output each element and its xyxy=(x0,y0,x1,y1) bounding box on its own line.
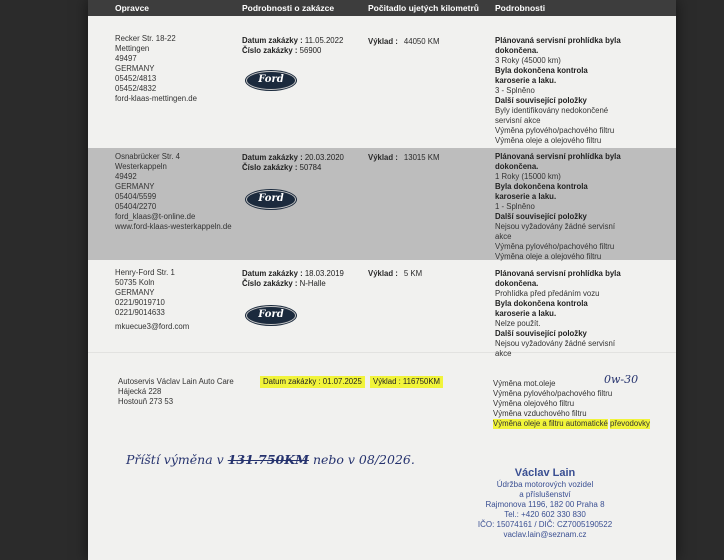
stamp-line: a příslušenství xyxy=(519,490,571,499)
odometer-reading xyxy=(368,37,439,46)
order-date: 11.05.2022 xyxy=(304,36,344,45)
highlighted-detail-line: převodovky xyxy=(610,419,650,428)
address-line: 49492 xyxy=(115,172,137,181)
detail-line: Plánovaná servisní prohlídka byla xyxy=(495,269,621,278)
detail-line: 3 - Splněno xyxy=(495,86,535,95)
detail-line: dokončena. xyxy=(495,162,539,171)
address-line: 0221/9019710 xyxy=(115,298,165,307)
detail-line: dokončena. xyxy=(495,46,539,55)
stamp-line: vaclav.lain@seznam.cz xyxy=(503,530,587,539)
reading-label: Výklad : xyxy=(368,37,398,46)
header-km: Počitadlo ujetých kilometrů xyxy=(368,3,479,13)
detail-line: Byla dokončena kontrola xyxy=(495,182,588,191)
header-details: Podrobnosti xyxy=(495,3,546,13)
address-line: ford-klaas-mettingen.de xyxy=(115,94,197,103)
detail-line: karoserie a laku. xyxy=(495,309,557,318)
latest-service-record xyxy=(88,374,676,434)
detail-line: Byly identifikovány nedokončené xyxy=(495,106,609,115)
order-info xyxy=(242,36,343,56)
header-service: Opravce xyxy=(115,3,150,13)
address-line: Hájecká 228 xyxy=(118,387,162,396)
reading-value: 5 KM xyxy=(403,269,423,278)
address-line: 05404/2270 xyxy=(115,202,157,211)
stamp-line: Údržba motorových vozidel xyxy=(496,480,594,489)
detail-line: 3 Roky (45000 km) xyxy=(495,56,561,65)
detail-line: karoserie a laku. xyxy=(495,192,557,201)
service-details xyxy=(495,152,663,262)
detail-line: Výměna pylového/pachového filtru xyxy=(495,242,615,251)
service-details xyxy=(495,269,663,359)
detail-line: Výměna vzduchového filtru xyxy=(493,409,587,418)
address-line: Autoservis Václav Lain Auto Care xyxy=(118,377,234,386)
order-date-label: Datum zakázky : xyxy=(242,269,303,278)
order-number: 50784 xyxy=(299,163,322,172)
service-record-sheet xyxy=(88,0,676,560)
table-header xyxy=(88,0,676,16)
workshop-stamp xyxy=(470,466,620,540)
order-date: 20.03.2020 xyxy=(304,153,344,162)
address-line: GERMANY xyxy=(115,64,155,73)
order-number-label: Číslo zakázky : xyxy=(242,46,298,55)
service-address xyxy=(118,377,234,407)
stamp-name: Václav Lain xyxy=(514,467,576,479)
detail-line: akce xyxy=(495,232,512,241)
address-line: 05404/5599 xyxy=(115,192,157,201)
odometer-reading xyxy=(368,269,422,278)
stamp-line: Tel.: +420 602 330 830 xyxy=(504,510,586,519)
service-address xyxy=(115,34,197,104)
order-number: N-Halle xyxy=(299,279,326,288)
address-line: GERMANY xyxy=(115,288,155,297)
service-details xyxy=(495,36,663,146)
detail-line: Výměna pylového/pachového filtru xyxy=(495,126,615,135)
detail-line: servisní akce xyxy=(495,116,541,125)
detail-line: Plánovaná servisní prohlídka byla xyxy=(495,152,621,161)
order-info xyxy=(242,153,344,173)
detail-line: Výměna oleje a olejového filtru xyxy=(495,136,602,145)
order-date: 18.03.2019 xyxy=(304,269,344,278)
detail-line: Výměna pylového/pachového filtru xyxy=(493,389,613,398)
address-line: Henry-Ford Str. 1 xyxy=(115,268,175,277)
ford-logo: Ford xyxy=(246,306,296,325)
service-record xyxy=(88,148,676,260)
order-number-label: Číslo zakázky : xyxy=(242,163,298,172)
detail-line: Byla dokončena kontrola xyxy=(495,299,588,308)
handwritten-next-service-note xyxy=(126,452,415,467)
oil-change-line: Výměna mot.oleje xyxy=(493,379,556,388)
detail-line: karoserie a laku. xyxy=(495,76,557,85)
detail-line: Nejsou vyžadovány žádné servisní xyxy=(495,222,616,231)
address-line: Osnabrücker Str. 4 xyxy=(115,152,181,161)
reading-value: 13015 KM xyxy=(403,153,440,162)
detail-line: akce xyxy=(495,349,512,358)
reading-label: Výklad : xyxy=(368,269,398,278)
address-line: Hostouň 273 53 xyxy=(118,397,174,406)
detail-line: Další související položky xyxy=(495,212,587,221)
ford-logo: Ford xyxy=(246,71,296,90)
detail-line: Plánovaná servisní prohlídka byla xyxy=(495,36,621,45)
detail-line: Nelze použít. xyxy=(495,319,541,328)
highlighted-detail-line: Výměna oleje a filtru automatické xyxy=(493,419,608,428)
address-line: www.ford-klaas-westerkappeln.de xyxy=(115,222,232,231)
service-address xyxy=(115,268,189,332)
detail-line: Další související položky xyxy=(495,96,587,105)
address-line: Westerkappeln xyxy=(115,162,167,171)
address-line: Mettingen xyxy=(115,44,150,53)
service-details xyxy=(493,379,661,429)
note-prefix: Příští výměna v xyxy=(126,452,224,467)
service-record xyxy=(88,260,676,360)
detail-line: Nejsou vyžadovány žádné servisní xyxy=(495,339,616,348)
note-km: 131.750KM xyxy=(227,452,309,467)
address-line: ford_klaas@t-online.de xyxy=(115,212,196,221)
stamp-line: Rajmonova 1196, 182 00 Praha 8 xyxy=(485,500,605,509)
reading-value: 44050 KM xyxy=(403,37,440,46)
service-record xyxy=(88,16,676,148)
address-line: Recker Str. 18-22 xyxy=(115,34,176,43)
order-date-highlighted: Datum zakázky : 01.07.2025 xyxy=(260,376,365,388)
detail-line: Výměna oleje a olejového filtru xyxy=(495,252,602,261)
service-address xyxy=(115,152,232,232)
detail-line: Další související položky xyxy=(495,329,587,338)
address-line: 05452/4832 xyxy=(115,84,157,93)
ford-logo: Ford xyxy=(246,190,296,209)
header-order: Podrobnosti o zakázce xyxy=(242,3,335,13)
detail-line: 1 - Splněno xyxy=(495,202,535,211)
address-line: 50735 Koln xyxy=(115,278,155,287)
address-line: 49497 xyxy=(115,54,137,63)
order-date-label: Datum zakázky : xyxy=(242,153,303,162)
detail-line: Výměna olejového filtru xyxy=(493,399,575,408)
order-info xyxy=(242,269,344,289)
odometer-highlighted: Výklad : 116750KM xyxy=(370,376,443,388)
address-line: GERMANY xyxy=(115,182,155,191)
odometer-reading xyxy=(368,153,439,162)
order-number: 56900 xyxy=(299,46,322,55)
order-number-label: Číslo zakázky : xyxy=(242,279,298,288)
stamp-line: IČO: 15074161 / DIČ: CZ7005190522 xyxy=(477,520,613,529)
address-line: mkuecue3@ford.com xyxy=(115,322,190,331)
address-line: 05452/4813 xyxy=(115,74,157,83)
order-date-label: Datum zakázky : xyxy=(242,36,303,45)
detail-line: 1 Roky (15000 km) xyxy=(495,172,561,181)
reading-label: Výklad : xyxy=(368,153,398,162)
address-line: 0221/9014633 xyxy=(115,308,165,317)
detail-line: dokončena. xyxy=(495,279,539,288)
handwritten-oil-spec: 0w-30 xyxy=(604,373,639,386)
note-suffix: nebo v 08/2026. xyxy=(312,452,415,467)
detail-line: Prohlídka před předáním vozu xyxy=(495,289,600,298)
detail-line: Byla dokončena kontrola xyxy=(495,66,588,75)
